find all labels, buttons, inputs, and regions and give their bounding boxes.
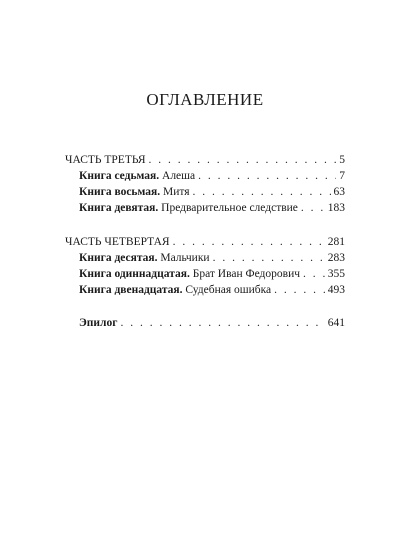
dot-leader xyxy=(198,168,336,184)
page-number: 281 xyxy=(327,236,345,248)
toc-book-10 xyxy=(65,250,345,266)
spacer xyxy=(65,298,345,315)
book-title: Предварительное следствие xyxy=(161,202,298,214)
table-of-contents xyxy=(65,152,345,331)
part-title: ЧАСТЬ ТРЕТЬЯ xyxy=(65,154,146,166)
dot-leader xyxy=(149,152,337,168)
page-number: 493 xyxy=(327,284,345,296)
book-title: Судебная ошибка xyxy=(185,284,272,296)
book-title: Брат Иван Федорович xyxy=(192,268,301,280)
page-number: 641 xyxy=(327,317,345,329)
dot-leader xyxy=(193,184,331,200)
toc-heading: ОГЛАВЛЕНИЕ xyxy=(146,90,264,109)
book-number: Книга двенадцатая. xyxy=(79,284,183,296)
toc-book-7 xyxy=(65,168,345,184)
book-number: Книга седьмая. xyxy=(79,170,160,182)
book-title: Алеша xyxy=(162,170,196,182)
page-number: 63 xyxy=(333,186,345,198)
page-number: 355 xyxy=(327,268,345,280)
toc-epilogue xyxy=(65,315,345,331)
toc-book-9 xyxy=(65,200,345,216)
toc-part-4 xyxy=(65,234,345,250)
book-title: Митя xyxy=(162,186,190,198)
toc-part-3 xyxy=(65,152,345,168)
part-title: ЧАСТЬ ЧЕТВЕРТАЯ xyxy=(65,236,170,248)
book-number: Книга десятая. xyxy=(79,252,158,264)
book-number: Книга одиннадцатая. xyxy=(79,268,190,280)
dot-leader xyxy=(301,200,325,216)
page-number: 283 xyxy=(327,252,345,264)
page-number: 183 xyxy=(327,202,345,214)
toc-book-8 xyxy=(65,184,345,200)
toc-book-12 xyxy=(65,282,345,298)
dot-leader xyxy=(213,250,325,266)
book-number: Книга восьмая. xyxy=(79,186,161,198)
dot-leader xyxy=(120,315,324,331)
book-number: Книга девятая. xyxy=(79,202,159,214)
epilogue-title: Эпилог xyxy=(79,317,118,329)
book-title: Мальчики xyxy=(160,252,210,264)
toc-book-11 xyxy=(65,266,345,282)
dot-leader xyxy=(303,266,325,282)
dot-leader xyxy=(173,234,325,250)
dot-leader xyxy=(274,282,325,298)
spacer xyxy=(65,216,345,234)
page-number: 5 xyxy=(339,154,345,166)
page-number: 7 xyxy=(339,170,345,182)
